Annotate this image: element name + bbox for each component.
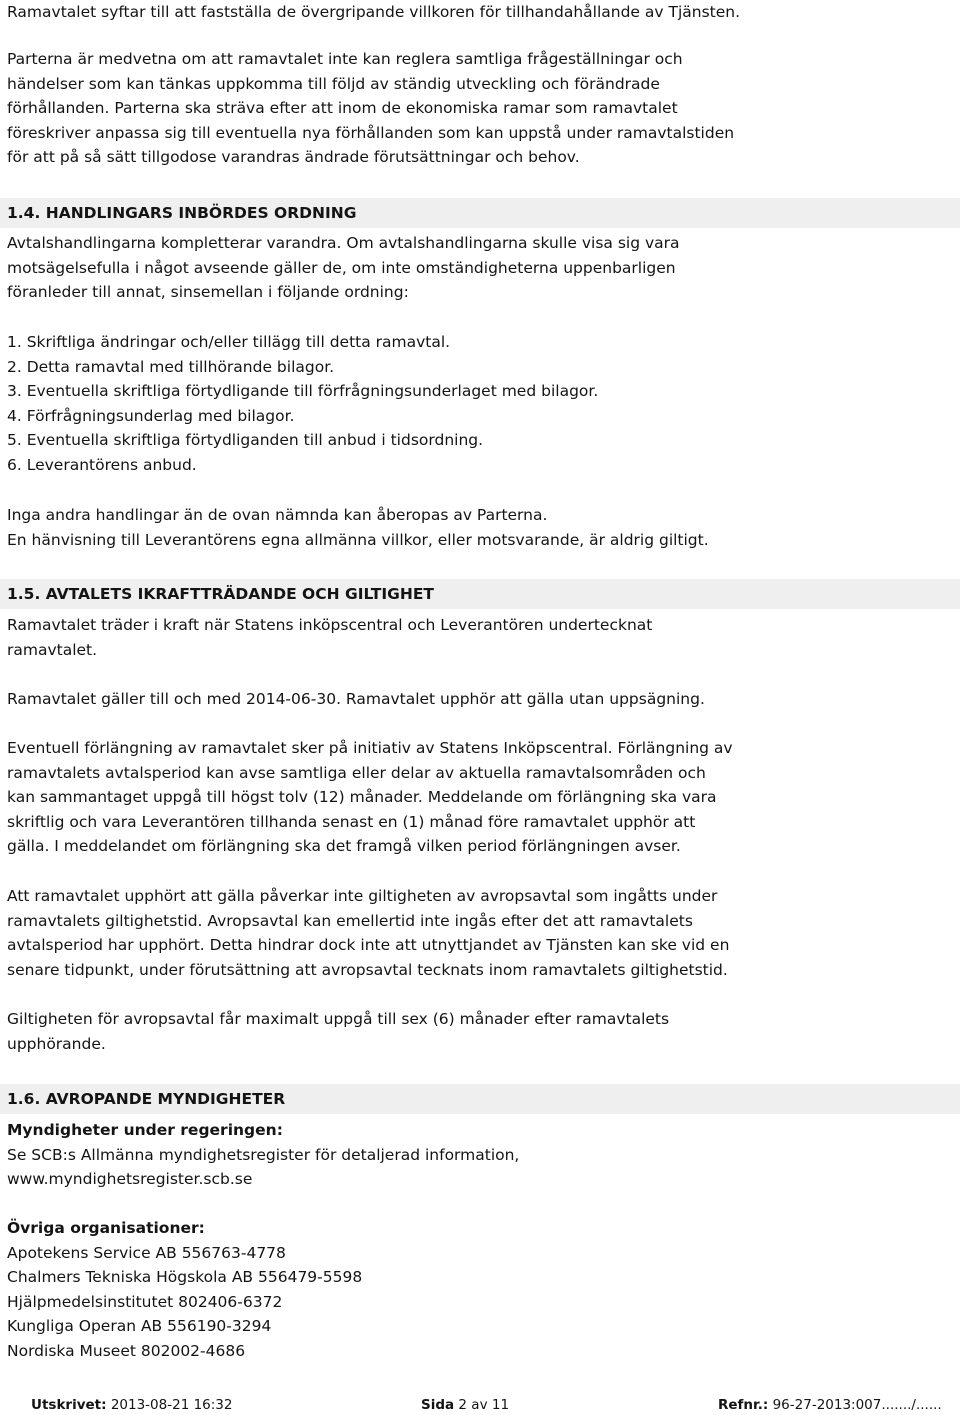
government-agencies-block xyxy=(7,1118,519,1192)
page-footer xyxy=(0,1396,960,1415)
list-item: 1. Skriftliga ändringar och/eller tillägg till detta ramavtal. xyxy=(7,333,451,351)
section-1-5-paragraph-4 xyxy=(7,884,729,982)
page-number-value: 2 av 11 xyxy=(458,1397,510,1413)
section-1-5-paragraph-2 xyxy=(7,687,705,712)
page-number xyxy=(421,1396,509,1415)
text-line: Ramavtalet gäller till och med 2014-06-30. Ramavtalet upphör att gälla utan uppsägning. xyxy=(7,690,705,708)
print-date xyxy=(31,1396,232,1415)
text-line: Att ramavtalet upphört att gälla påverkar inte giltigheten av avropsavtal som ingåtts under xyxy=(7,887,718,905)
register-url: www.myndighetsregister.scb.se xyxy=(7,1170,253,1189)
text-line: senare tidpunkt, under förutsättning att avropsavtal tecknats inom ramavtalets giltighetstid. xyxy=(7,960,728,979)
text-line: ramavtalet. xyxy=(7,640,98,659)
print-date-label: Utskrivet: xyxy=(31,1397,107,1413)
section-heading-1-5 xyxy=(0,579,960,609)
document-order-list xyxy=(7,330,598,478)
list-item: 4. Förfrågningsunderlag med bilagor. xyxy=(7,406,295,425)
reference-number-label: Refnr.: xyxy=(718,1397,769,1413)
text-line: händelser som kan tänkas uppkomma till följd av ständig utveckling och förändrade xyxy=(7,74,660,93)
section-heading-text: 1.6. AVROPANDE MYNDIGHETER xyxy=(7,1090,286,1108)
text-line: Parterna är medvetna om att ramavtalet inte kan reglera samtliga frågeställningar och xyxy=(7,50,683,68)
section-heading-text: 1.5. AVTALETS IKRAFTTRÄDANDE OCH GILTIGHET xyxy=(7,585,434,603)
text-line: Avtalshandlingarna kompletterar varandra. Om avtalshandlingarna skulle visa sig vara xyxy=(7,234,680,252)
intro-paragraph-2 xyxy=(7,47,734,170)
text-line: för att på så sätt tillgodose varandras ändrade förutsättningar och behov. xyxy=(7,148,580,167)
text-line: ramavtalets avtalsperiod kan avse samtliga eller delar av aktuella ramavtalsområden och xyxy=(7,763,706,782)
text-line: ramavtalets giltighetstid. Avropsavtal kan emellertid inte ingås efter det att ramavtalets xyxy=(7,911,693,930)
text-line: Eventuell förlängning av ramavtalet sker på initiativ av Statens Inköpscentral. Förlängning av xyxy=(7,739,733,757)
reference-number-value: 96-27-2013:007......./...... xyxy=(772,1397,942,1413)
text-line: kan sammantaget uppgå till högst tolv (12) månader. Meddelande om förlängning ska vara xyxy=(7,788,717,807)
subheading: Övriga organisationer: xyxy=(7,1219,205,1237)
text-line: föranleder till annat, sinsemellan i följande ordning: xyxy=(7,283,409,302)
page-number-label: Sida xyxy=(421,1397,455,1413)
section-1-4-closing xyxy=(7,503,709,552)
text-line: En hänvisning till Leverantörens egna allmänna villkor, eller motsvarande, är aldrig giltigt. xyxy=(7,530,709,549)
section-1-5-paragraph-3 xyxy=(7,736,733,859)
print-date-value: 2013-08-21 16:32 xyxy=(110,1397,233,1413)
reference-number xyxy=(718,1396,942,1415)
list-item: Apotekens Service AB 556763-4778 xyxy=(7,1243,286,1262)
section-heading-1-6 xyxy=(0,1084,960,1114)
list-item: 3. Eventuella skriftliga förtydligande till förfrågningsunderlaget med bilagor. xyxy=(7,382,599,401)
section-1-5-paragraph-5 xyxy=(7,1007,669,1056)
text-line: förhållanden. Parterna ska sträva efter att inom de ekonomiska ramar som ramavtalet xyxy=(7,99,678,118)
text-line: motsägelsefulla i något avseende gäller de, om inte omständigheterna uppenbarligen xyxy=(7,258,676,277)
list-item: 6. Leverantörens anbud. xyxy=(7,455,197,474)
text-line: Ramavtalet träder i kraft när Statens inköpscentral och Leverantören undertecknat xyxy=(7,616,653,634)
list-item: Nordiska Museet 802002-4686 xyxy=(7,1341,246,1360)
text-line: Ramavtalet syftar till att fastställa de övergripande villkoren för tillhandahållande av Tjänsten. xyxy=(7,3,741,21)
list-item: Chalmers Tekniska Högskola AB 556479-5598 xyxy=(7,1268,363,1287)
list-item: Kungliga Operan AB 556190-3294 xyxy=(7,1317,272,1336)
list-item: 5. Eventuella skriftliga förtydliganden till anbud i tidsordning. xyxy=(7,431,484,450)
section-heading-text: 1.4. HANDLINGARS INBÖRDES ORDNING xyxy=(7,204,357,222)
text-line: Giltigheten för avropsavtal får maximalt uppgå till sex (6) månader efter ramavtalets xyxy=(7,1010,670,1028)
list-item: 2. Detta ramavtal med tillhörande bilagor. xyxy=(7,357,335,376)
text-line: avtalsperiod har upphört. Detta hindrar dock inte att utnyttjandet av Tjänsten kan ske vid en xyxy=(7,936,730,955)
section-1-4-paragraph xyxy=(7,231,680,305)
text-line: Se SCB:s Allmänna myndighetsregister för detaljerad information, xyxy=(7,1145,520,1164)
section-1-5-paragraph-1 xyxy=(7,613,652,662)
intro-paragraph-1 xyxy=(7,0,740,25)
text-line: gälla. I meddelandet om förlängning ska det framgå vilken period förlängningen avser. xyxy=(7,837,681,856)
subheading: Myndigheter under regeringen: xyxy=(7,1121,283,1139)
section-heading-1-4 xyxy=(0,198,960,228)
text-line: Inga andra handlingar än de ovan nämnda kan åberopas av Parterna. xyxy=(7,506,548,524)
text-line: skriftlig och vara Leverantören tillhanda senast en (1) månad före ramavtalet upphör att xyxy=(7,812,696,831)
other-organisations-block xyxy=(7,1216,362,1364)
list-item: Hjälpmedelsinstitutet 802406-6372 xyxy=(7,1292,283,1311)
text-line: upphörande. xyxy=(7,1034,106,1053)
text-line: föreskriver anpassa sig till eventuella nya förhållanden som kan uppstå under ramavtalstiden xyxy=(7,123,735,142)
